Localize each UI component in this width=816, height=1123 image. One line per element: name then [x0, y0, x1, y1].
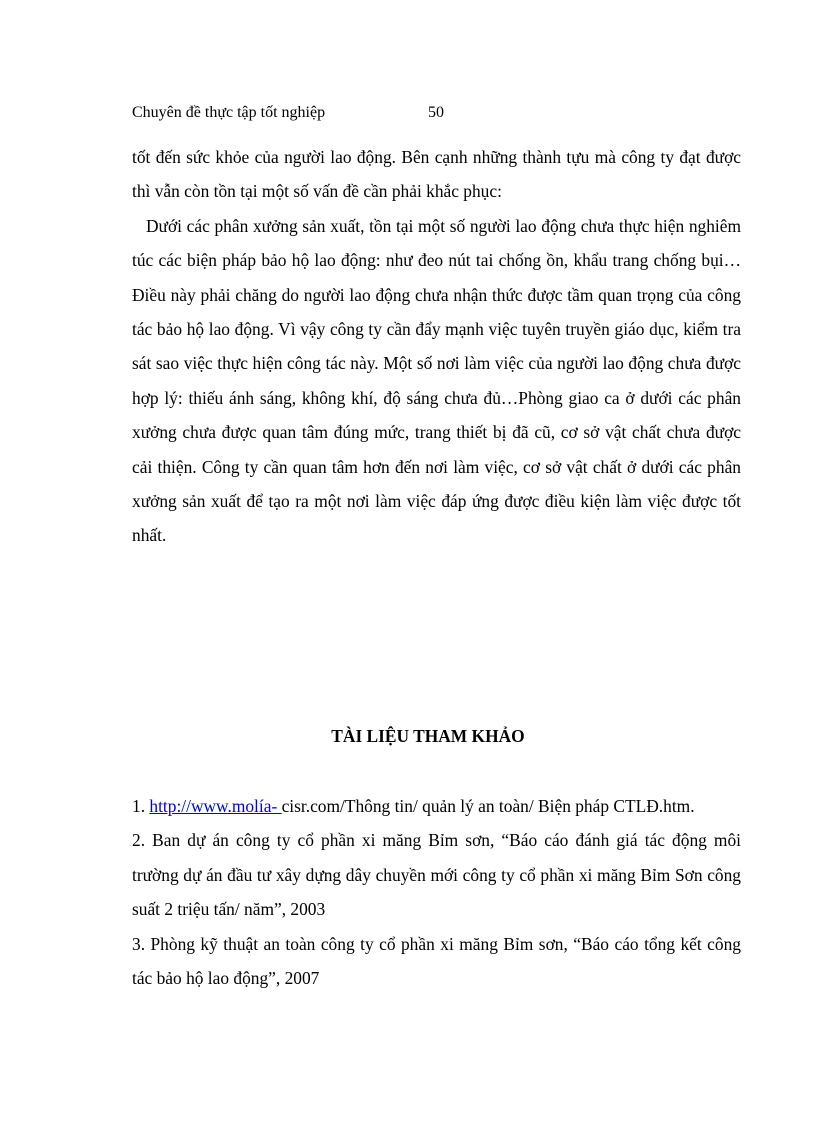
body-text — [132, 140, 741, 553]
paragraph-issues: Dưới các phân xưởng sản xuất, tồn tại một số người lao động chưa thực hiện nghiêm túc các biện pháp bảo hộ lao động: như đeo nút tai chống ồn, khẩu trang chống bụi…Điều này phải chăng do người lao động chưa nhận thức được tầm quan trọng của công tác bảo hộ lao động. Vì vậy công ty cần đẩy mạnh việc tuyên truyền giáo dục, kiểm tra sát sao việc thực hiện công tác này. Một số nơi làm việc của người lao động chưa được hợp lý: thiếu ánh sáng, không khí, độ sáng chưa đủ…Phòng giao ca ở dưới các phân xưởng chưa được quan tâm đúng mức, trang thiết bị đã cũ, cơ sở vật chất chưa được cải thiện. Công ty cần quan tâm hơn đến nơi làm việc, cơ sở vật chất ở dưới các phân xưởng sản xuất để tạo ra một nơi làm việc đáp ứng được điều kiện làm việc được tốt nhất. — [132, 215, 741, 546]
reference-item-3: 3. Phòng kỹ thuật an toàn công ty cổ phần xi măng Bỉm sơn, “Báo cáo tổng kết công tác bảo hộ lao động”, 2007 — [132, 933, 741, 989]
page-number: 50 — [428, 104, 444, 121]
reference-1-text: cisr.com/Thông tin/ quản lý an toàn/ Biện pháp CTLĐ.htm. — [281, 796, 695, 816]
references-list — [132, 789, 741, 995]
paragraph-continuation: tốt đến sức khỏe của người lao động. Bên cạnh những thành tựu mà công ty đạt được thì vẫn còn tồn tại một số vấn đề cần phải khắc phục: — [132, 147, 741, 202]
reference-item-2: 2. Ban dự án công ty cổ phần xi măng Bỉm sơn, “Báo cáo đánh giá tác động môi trường dự án đầu tư xây dựng dây chuyền mới công ty cổ phần xi măng Bỉm Sơn công suất 2 triệu tấn/ năm”, 2003 — [132, 830, 741, 920]
reference-1-prefix: 1. — [132, 796, 150, 816]
references-heading: TÀI LIỆU THAM KHẢO — [331, 726, 525, 746]
running-header — [132, 102, 444, 124]
reference-item-1 — [132, 789, 741, 823]
header-title: Chuyên đề thực tập tốt nghiệp — [132, 104, 326, 121]
reference-1-link[interactable]: http://www.molía- — [149, 796, 282, 816]
